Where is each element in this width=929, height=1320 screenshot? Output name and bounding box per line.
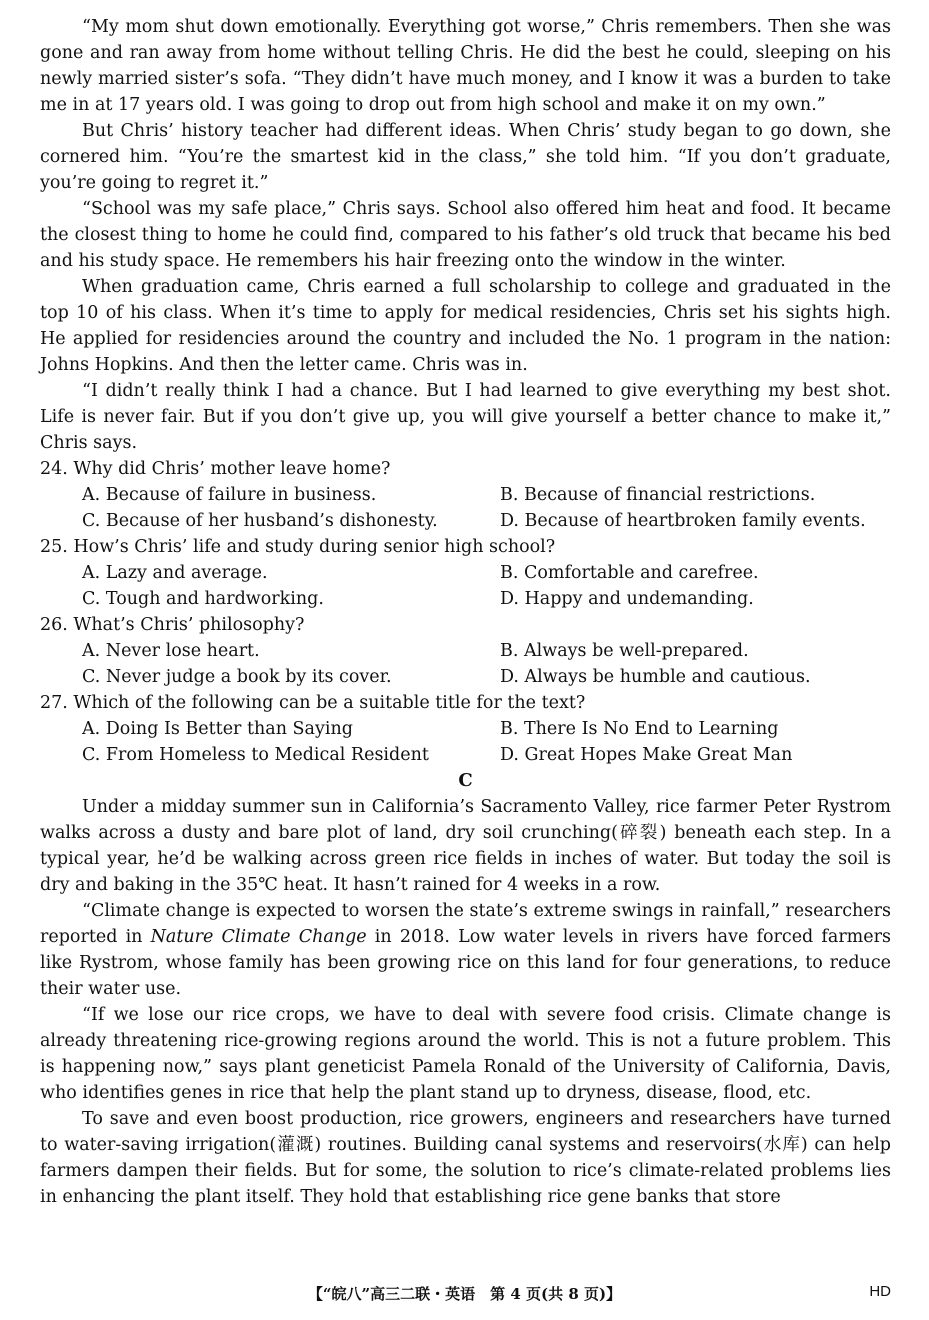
option-a: A. Because of failure in business. (82, 485, 377, 505)
option-a: A. Lazy and average. (82, 563, 268, 583)
passage-paragraph: “School was my safe place,” Chris says. School also offered him heat and food. It became the closest thing to home he could find, compared to his father’s old truck that became his bed and his study space. He remembers his hair freezing onto the window in the winter. (40, 199, 891, 271)
footer-code: HD (869, 1283, 891, 1300)
question-stem: 25. How’s Chris’ life and study during senior high school? (40, 537, 556, 557)
option-d: D. Great Hopes Make Great Man (500, 745, 793, 765)
passage-paragraph: “I didn’t really think I had a chance. But I had learned to give everything my best shot. Life is never fair. But if you don’t give up, you will give yourself a better chance to make it,” Chris says. (40, 381, 891, 453)
section-heading-c: C (458, 770, 473, 791)
option-a: A. Doing Is Better than Saying (82, 719, 353, 739)
options (40, 560, 891, 612)
question-26 (40, 612, 891, 690)
option-d: D. Because of heartbroken family events. (500, 511, 866, 531)
page-footer (0, 1283, 929, 1307)
options (40, 716, 891, 768)
passage-paragraph (40, 898, 891, 1002)
passage-paragraph: “My mom shut down emotionally. Everything got worse,” Chris remembers. Then she was gone and ran away from home without telling Chris. He did the best he could, sleeping on his newly married sister’s sofa. “They didn’t have much money, and I know it was a burden to take me in at 17 years old. I was going to drop out from high school and make it on my own.” (40, 17, 891, 115)
journal-title: Nature Climate Change (150, 927, 367, 947)
question-stem: 27. Which of the following can be a suitable title for the text? (40, 693, 586, 713)
option-a: A. Never lose heart. (82, 641, 260, 661)
option-c: C. From Homeless to Medical Resident (82, 745, 429, 765)
paragraph-text: “Climate change is expected to worsen the state’s extreme swings in rainfall,” researchers reported in (40, 901, 891, 947)
paragraph-text: in 2018. Low water levels in rivers have forced farmers like Rystrom, whose family has been growing rice on this land for four generations, to reduce their water use. (40, 927, 891, 999)
passage-b (40, 14, 891, 456)
options (40, 482, 891, 534)
option-c: C. Because of her husband’s dishonesty. (82, 511, 438, 531)
option-d: D. Always be humble and cautious. (500, 667, 811, 687)
footer-title: 【“皖八”高三二联・英语 第 4 页(共 8 页)】 (307, 1285, 622, 1303)
options (40, 638, 891, 690)
passage-paragraph: To save and even boost production, rice growers, engineers and researchers have turned to water-saving irrigation(灌溉) routines. Building canal systems and reservoirs(水库) can help farmers dampen their fields. But for some, the solution to rice’s climate-related problems lies in enhancing the plant itself. They hold that establishing rice gene banks that store (40, 1109, 891, 1207)
question-24 (40, 456, 891, 534)
option-b: B. Always be well-prepared. (500, 641, 749, 661)
option-b: B. Comfortable and carefree. (500, 563, 759, 583)
passage-c (40, 794, 891, 1210)
option-b: B. There Is No End to Learning (500, 719, 779, 739)
passage-paragraph: When graduation came, Chris earned a full scholarship to college and graduated in the top 10 of his class. When it’s time to apply for medical residencies, Chris set his sights high. He applied for residencies around the country and included the No. 1 program in the nation: Johns Hopkins. And then the letter came. Chris was in. (40, 277, 891, 375)
passage-paragraph: Under a midday summer sun in California’s Sacramento Valley, rice farmer Peter Rystrom walks across a dusty and bare plot of land, dry soil crunching(碎裂) beneath each step. In a typical year, he’d be walking across green rice fields in inches of water. But today the soil is dry and baking in the 35℃ heat. It hasn’t rained for 4 weeks in a row. (40, 797, 891, 895)
question-27 (40, 690, 891, 768)
option-c: C. Tough and hardworking. (82, 589, 324, 609)
option-d: D. Happy and undemanding. (500, 589, 754, 609)
passage-paragraph: But Chris’ history teacher had different ideas. When Chris’ study began to go down, she cornered him. “You’re the smartest kid in the class,” she told him. “If you don’t graduate, you’re going to regret it.” (40, 121, 891, 193)
exam-page (40, 14, 891, 1210)
passage-paragraph: “If we lose our rice crops, we have to deal with severe food crisis. Climate change is already threatening rice-growing regions around the world. This is not a future problem. This is happening now,” says plant geneticist Pamela Ronald of the University of California, Davis, who identifies genes in rice that help the plant stand up to dryness, disease, flood, etc. (40, 1005, 891, 1103)
question-stem: 24. Why did Chris’ mother leave home? (40, 459, 391, 479)
question-stem: 26. What’s Chris’ philosophy? (40, 615, 305, 635)
option-b: B. Because of financial restrictions. (500, 485, 816, 505)
option-c: C. Never judge a book by its cover. (82, 667, 392, 687)
question-25 (40, 534, 891, 612)
